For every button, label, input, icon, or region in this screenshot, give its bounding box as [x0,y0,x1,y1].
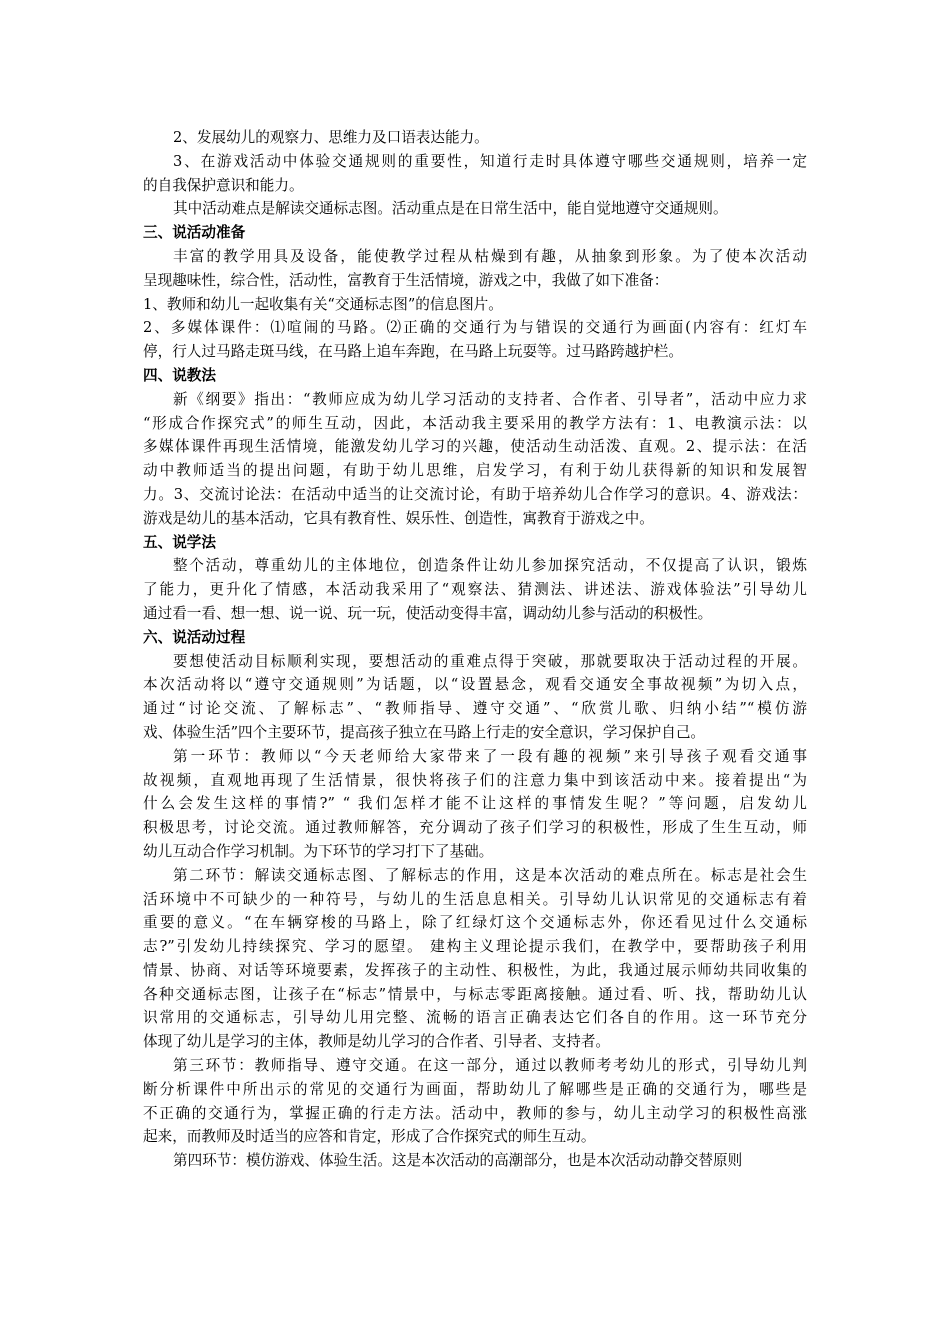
text-line: 第一环节：教师以“今天老师给大家带来了一段有趣的视频”来引导孩子观看交通事 [173,747,807,765]
paragraph [143,245,807,293]
paragraph [143,745,807,864]
paragraph [143,126,807,150]
text-line: 起来，而教师及时适当的应答和肯定，形成了合作探究式的师生互动。 [143,1128,596,1146]
section-heading [143,364,807,388]
section-heading [143,221,807,245]
text-line: 戏、体验生活”四个主要环节，提高孩子独立在马路上行走的安全意识，学习保护自己。 [143,723,706,741]
text-line: 了能力，更升化了情感，本活动我采用了“观察法、猜测法、讲述法、游戏体验法”引导幼儿 [143,581,807,599]
paragraph [143,197,807,221]
text-line: 情景、协商、对话等环境要素，发挥孩子的主动性、积极性，为此，我通过展示师幼共同收集的 [143,961,807,979]
text-line: 不正确的交通行为，掌握正确的行走方法。活动中，教师的参与，幼儿主动学习的积极性高涨 [143,1104,807,1122]
text-line: 故视频，直观地再现了生活情景，很快将孩子们的注意力集中到该活动中来。接着提出“为 [143,771,807,789]
text-line: 力。3、交流讨论法：在活动中适当的让交流讨论，有助于培养幼儿合作学习的意识。4、游戏法： [143,485,807,503]
heading-text: 五、说学法 [143,533,216,551]
text-line: 断分析课件中所出示的常见的交通行为画面，帮助幼儿了解哪些是正确的交通行为，哪些是 [143,1080,807,1098]
paragraph [143,1054,807,1149]
document-page [143,126,807,1173]
text-line: 重要的意义。“在车辆穿梭的马路上，除了红绿灯这个交通标志外，你还看见过什么交通标 [143,914,807,932]
text-line: 识常用的交通标志，引导幼儿用完整、流畅的语言正确表达它们各自的作用。这一环节充分 [143,1009,807,1027]
paragraph [143,388,807,531]
paragraph [143,316,807,364]
text-line: “形成合作探究式”的师生互动，因此，本活动我主要采用的教学方法有：1、电教演示法：以 [143,414,807,432]
heading-text: 三、说活动准备 [143,224,246,242]
text-line: 活环境中不可缺少的一种符号，与幼儿的生活息息相关。引导幼儿认识常见的交通标志有着 [143,890,807,908]
text-line: 第三环节：教师指导、遵守交通。在这一部分，通过以教师考考幼儿的形式，引导幼儿判 [173,1057,807,1075]
text-line: 游戏是幼儿的基本活动，它具有教育性、娱乐性、创造性，寓教育于游戏之中。 [143,509,654,527]
text-line: 2、发展幼儿的观察力、思维力及口语表达能力。 [173,129,489,146]
section-heading [143,531,807,555]
text-line: 丰富的教学用具及设备，能使教学过程从枯燥到有趣，从抽象到形象。为了使本次活动 [173,247,807,265]
text-line: 动中教师适当的提出问题，有助于幼儿思维，启发学习，有利于幼儿获得新的知识和发展智 [143,462,807,480]
text-line: 各种交通标志图，让孩子在“标志”情景中，与标志零距离接触。通过看、听、找，帮助幼儿认 [143,985,807,1003]
text-line: 3、在游戏活动中体验交通规则的重要性，知道行走时具体遵守哪些交通规则，培养一定 [173,152,807,170]
text-line: 的自我保护意识和能力。 [143,176,304,194]
text-line: 呈现趣味性，综合性，活动性，富教育于生活情境，游戏之中，我做了如下准备： [143,271,669,289]
text-line: 2、多媒体课件：⑴喧闹的马路。⑵正确的交通行为与错误的交通行为画面(内容有：红灯车 [143,319,807,337]
text-line: 第四环节：模仿游戏、体验生活。这是本次活动的高潮部分，也是本次活动动静交替原则 [173,1152,743,1170]
text-line: 体现了幼儿是学习的主体，教师是幼儿学习的合作者、引导者、支持者。 [143,1033,611,1051]
heading-text: 六、说活动过程 [143,628,246,646]
text-line: 第二环节：解读交通标志图、了解标志的作用，这是本次活动的难点所在。标志是社会生 [173,866,807,884]
paragraph [143,554,807,625]
text-line: 通过“讨论交流、了解标志”、“教师指导、遵守交通”、“欣赏儿歌、归纳小结”“模仿游 [143,700,807,718]
paragraph [143,864,807,1054]
paragraph [143,150,807,198]
text-line: 1、教师和幼儿一起收集有关“交通标志图”的信息图片。 [143,295,503,313]
text-line: 多媒体课件再现生活情境，能激发幼儿学习的兴趣，使活动生动活泼、直观。2、提示法：在活 [143,438,807,456]
paragraph [143,293,807,317]
text-line: 新《纲要》指出：“教师应成为幼儿学习活动的支持者、合作者、引导者”，活动中应力求 [173,390,807,408]
text-line: 通过看一看、想一想、说一说、玩一玩，使活动变得丰富，调动幼儿参与活动的积极性。 [143,604,713,622]
text-line: 幼儿互动合作学习机制。为下环节的学习打下了基础。 [143,842,494,860]
text-line: 积极思考，讨论交流。通过教师解答，充分调动了孩子们学习的积极性，形成了生生互动，师 [143,819,807,837]
heading-text: 四、说教法 [143,366,216,384]
section-heading [143,626,807,650]
text-line: 本次活动将以“遵守交通规则”为话题，以“设置悬念，观看交通安全事故视频”为切入点， [143,676,807,694]
paragraph [143,1149,807,1173]
text-line: 其中活动难点是解读交通标志图。活动重点是在日常生活中，能自觉地遵守交通规则。 [173,200,728,218]
text-line: 什么会发生这样的事情?” “ 我们怎样才能不让这样的事情发生呢？”等问题，启发幼儿 [143,795,807,813]
text-line: 志?”引发幼儿持续探究、学习的愿望。 建构主义理论提示我们，在教学中，要帮助孩子利用 [143,938,807,956]
text-line: 停，行人过马路走斑马线，在马路上追车奔跑，在马路上玩耍等。过马路跨越护栏。 [143,343,683,361]
text-line: 整个活动，尊重幼儿的主体地位，创造条件让幼儿参加探究活动，不仅提高了认识，锻炼 [173,557,807,575]
text-line: 要想使活动目标顺利实现，要想活动的重难点得于突破，那就要取决于活动过程的开展。 [173,652,807,670]
paragraph [143,650,807,745]
